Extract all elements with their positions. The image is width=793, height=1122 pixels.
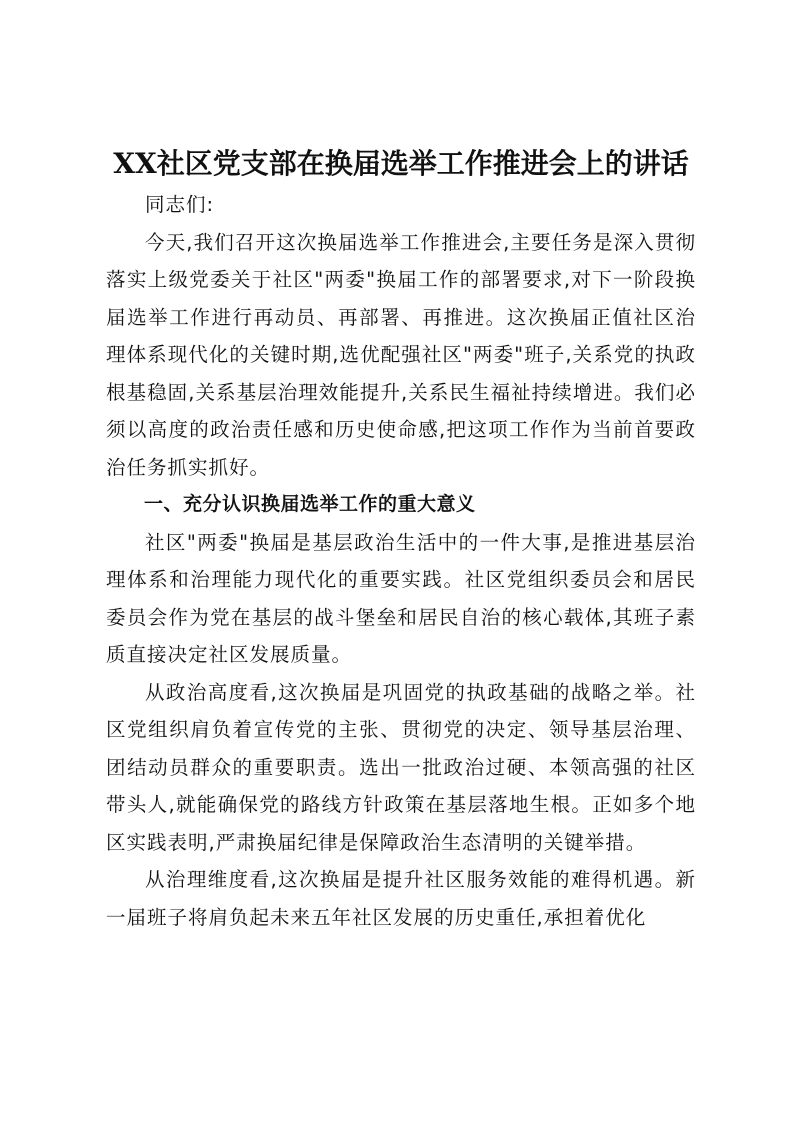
section-heading-1: 一、充分认识换届选举工作的重大意义 xyxy=(144,493,476,515)
document-body xyxy=(106,142,696,936)
section1-paragraph-3: 从治理维度看,这次换届是提升社区服务效能的难得机遇。新一届班子将肩负起未来五年社区发展的历史重任,承担着优化 xyxy=(106,868,696,929)
salutation: 同志们: xyxy=(145,193,215,216)
section1-paragraph-2: 从政治高度看,这次换届是巩固党的执政基础的战略之举。社区党组织肩负着宣传党的主张、贯彻党的决定、领导基层治理、团结动员群众的重要职责。选出一批政治过硬、本领高强的社区带头人,就能确保党的路线方针政策在基层落地生根。正如多个地区实践表明,严肃换届纪律是保障政治生态清明的关键举措。 xyxy=(106,680,696,854)
document-title: XX社区党支部在换届选举工作推进会上的讲话 xyxy=(113,147,689,180)
intro-paragraph: 今天,我们召开这次换届选举工作推进会,主要任务是深入贯彻落实上级党委关于社区"两委"换届工作的部署要求,对下一阶段换届选举工作进行再动员、再部署、再推进。这次换届正值社区治理体系现代化的关键时期,选优配强社区"两委"班子,关系党的执政根基稳固,关系基层治理效能提升,关系民生福祉持续增进。我们必须以高度的政治责任感和历史使命感,把这项工作作为当前首要政治任务抓实抓好。 xyxy=(106,230,696,479)
section1-paragraph-1: 社区"两委"换届是基层政治生活中的一件大事,是推进基层治理体系和治理能力现代化的重要实践。社区党组织委员会和居民委员会作为党在基层的战斗堡垒和居民自治的核心载体,其班子素质直接决定社区发展质量。 xyxy=(106,530,696,666)
